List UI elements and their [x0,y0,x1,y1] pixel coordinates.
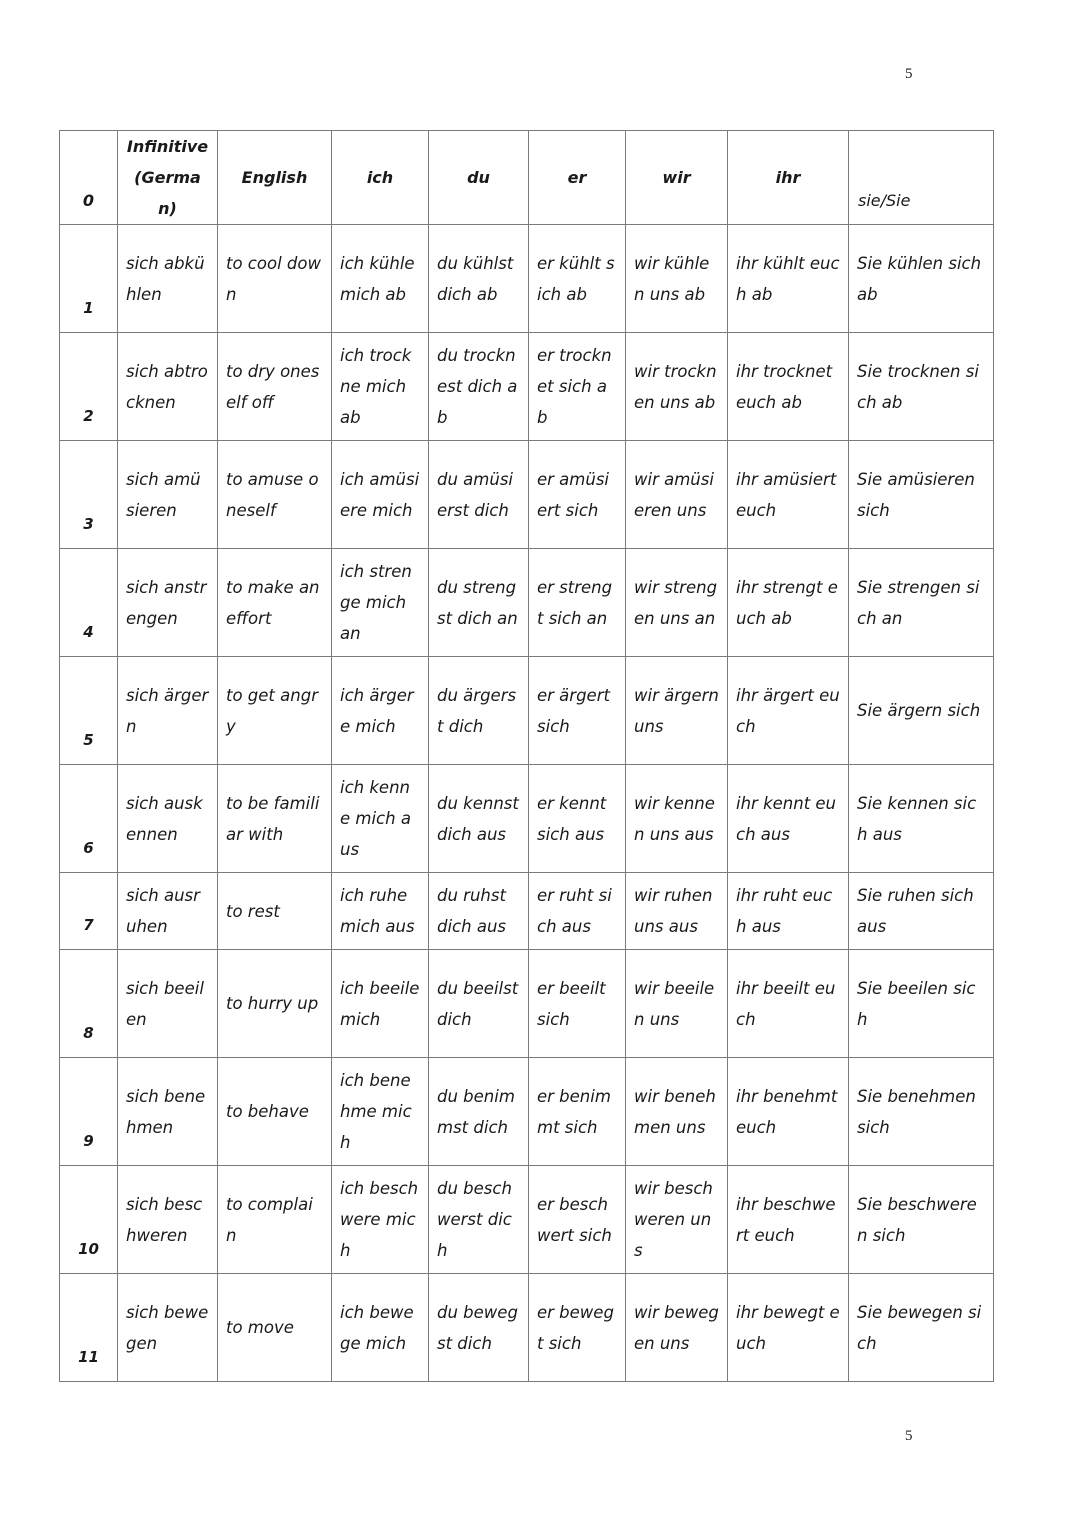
cell-ihr: ihr ruht euch aus [728,873,849,950]
cell-sie: Sie strengen sich an [849,549,994,657]
cell-num: 6 [60,765,118,873]
cell-sie: Sie kennen sich aus [849,765,994,873]
cell-er: er beeilt sich [529,950,626,1058]
cell-wir: wir bewegen uns [626,1274,728,1382]
cell-num: 11 [60,1274,118,1382]
header-number: 0 [60,131,118,225]
cell-infinitive: sich abtrocknen [118,333,218,441]
cell-infinitive: sich ärgern [118,657,218,765]
cell-er: er amüsiert sich [529,441,626,549]
cell-num: 5 [60,657,118,765]
cell-er: er ruht sich aus [529,873,626,950]
cell-du: du bewegst dich [429,1274,529,1382]
table-row [60,1166,994,1274]
table-row [60,333,994,441]
cell-num: 8 [60,950,118,1058]
cell-wir: wir kennen uns aus [626,765,728,873]
cell-ich: ich benehme mich [332,1058,429,1166]
cell-infinitive: sich amüsieren [118,441,218,549]
header-du: du [429,131,529,225]
cell-wir: wir ruhen uns aus [626,873,728,950]
cell-er: er trocknet sich ab [529,333,626,441]
cell-infinitive: sich benehmen [118,1058,218,1166]
cell-du: du kennst dich aus [429,765,529,873]
cell-du: du benimmst dich [429,1058,529,1166]
table-row [60,950,994,1058]
cell-english: to behave [218,1058,332,1166]
cell-sie: Sie kühlen sich ab [849,225,994,333]
cell-ich: ich trockne mich ab [332,333,429,441]
cell-num: 9 [60,1058,118,1166]
header-row [60,131,994,225]
cell-sie: Sie benehmen sich [849,1058,994,1166]
cell-num: 10 [60,1166,118,1274]
table-row [60,1058,994,1166]
cell-ich: ich bewege mich [332,1274,429,1382]
cell-infinitive: sich anstrengen [118,549,218,657]
cell-english: to dry oneself off [218,333,332,441]
cell-er: er beschwert sich [529,1166,626,1274]
cell-num: 1 [60,225,118,333]
cell-sie: Sie bewegen sich [849,1274,994,1382]
cell-english: to rest [218,873,332,950]
table-row [60,1274,994,1382]
cell-num: 3 [60,441,118,549]
cell-infinitive: sich beeilen [118,950,218,1058]
cell-ich: ich beeile mich [332,950,429,1058]
cell-english: to amuse oneself [218,441,332,549]
cell-du: du strengst dich an [429,549,529,657]
cell-english: to hurry up [218,950,332,1058]
cell-er: er ärgert sich [529,657,626,765]
cell-ich: ich amüsiere mich [332,441,429,549]
cell-er: er kühlt sich ab [529,225,626,333]
header-er: er [529,131,626,225]
cell-wir: wir strengen uns an [626,549,728,657]
header-infinitive: Infinitive (German) [118,131,218,225]
cell-wir: wir benehmen uns [626,1058,728,1166]
cell-infinitive: sich bewegen [118,1274,218,1382]
cell-sie: Sie beeilen sich [849,950,994,1058]
cell-num: 7 [60,873,118,950]
cell-ihr: ihr benehmt euch [728,1058,849,1166]
cell-infinitive: sich abkühlen [118,225,218,333]
cell-english: to make an effort [218,549,332,657]
cell-sie: Sie ärgern sich [849,657,994,765]
cell-sie: Sie beschweren sich [849,1166,994,1274]
page-number-bottom: 5 [905,1428,913,1444]
cell-ihr: ihr kennt euch aus [728,765,849,873]
reflexive-verbs-table [59,130,994,1382]
cell-du: du beschwerst dich [429,1166,529,1274]
cell-wir: wir trocknen uns ab [626,333,728,441]
table-body [60,225,994,1382]
cell-wir: wir kühlen uns ab [626,225,728,333]
header-wir: wir [626,131,728,225]
cell-wir: wir ärgern uns [626,657,728,765]
header-ich: ich [332,131,429,225]
cell-english: to get angry [218,657,332,765]
table-row [60,549,994,657]
cell-ich: ich ärgere mich [332,657,429,765]
cell-sie: Sie trocknen sich ab [849,333,994,441]
table-row [60,873,994,950]
cell-ich: ich beschwere mich [332,1166,429,1274]
cell-er: er strengt sich an [529,549,626,657]
cell-sie: Sie amüsieren sich [849,441,994,549]
cell-ihr: ihr ärgert euch [728,657,849,765]
header-ihr: ihr [728,131,849,225]
cell-num: 4 [60,549,118,657]
cell-infinitive: sich auskennen [118,765,218,873]
cell-ich: ich ruhe mich aus [332,873,429,950]
cell-ihr: ihr bewegt euch [728,1274,849,1382]
cell-ihr: ihr strengt euch ab [728,549,849,657]
header-english: English [218,131,332,225]
table-row [60,225,994,333]
cell-ihr: ihr beschwert euch [728,1166,849,1274]
cell-infinitive: sich beschweren [118,1166,218,1274]
cell-ihr: ihr trocknet euch ab [728,333,849,441]
cell-ihr: ihr amüsiert euch [728,441,849,549]
table-row [60,441,994,549]
cell-ihr: ihr beeilt euch [728,950,849,1058]
page-number-top: 5 [905,66,913,82]
cell-infinitive: sich ausruhen [118,873,218,950]
cell-sie: Sie ruhen sich aus [849,873,994,950]
cell-du: du ärgerst dich [429,657,529,765]
cell-english: to cool down [218,225,332,333]
cell-er: er benimmt sich [529,1058,626,1166]
cell-er: er bewegt sich [529,1274,626,1382]
cell-ich: ich kenne mich aus [332,765,429,873]
cell-ich: ich kühle mich ab [332,225,429,333]
cell-du: du kühlst dich ab [429,225,529,333]
cell-wir: wir beschweren uns [626,1166,728,1274]
cell-du: du amüsierst dich [429,441,529,549]
cell-english: to be familiar with [218,765,332,873]
cell-ihr: ihr kühlt euch ab [728,225,849,333]
cell-num: 2 [60,333,118,441]
cell-english: to complain [218,1166,332,1274]
cell-du: du beeilst dich [429,950,529,1058]
table-row [60,657,994,765]
cell-english: to move [218,1274,332,1382]
cell-er: er kennt sich aus [529,765,626,873]
cell-wir: wir amüsieren uns [626,441,728,549]
cell-du: du trocknest dich ab [429,333,529,441]
cell-wir: wir beeilen uns [626,950,728,1058]
table-row [60,765,994,873]
header-sie: sie/Sie [849,131,994,225]
cell-du: du ruhst dich aus [429,873,529,950]
cell-ich: ich strenge mich an [332,549,429,657]
